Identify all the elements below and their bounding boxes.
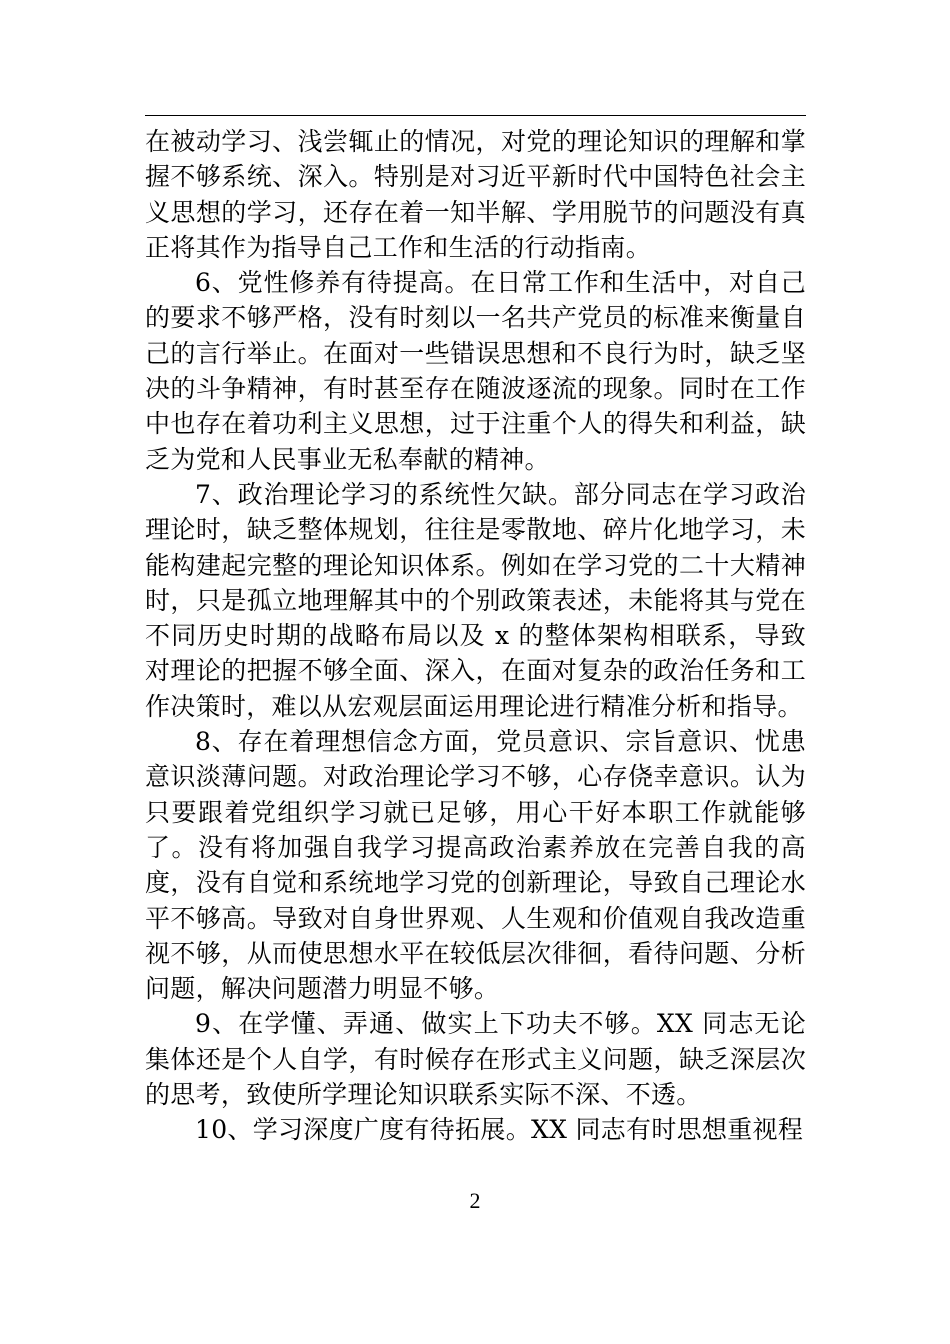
header-rule	[145, 115, 806, 116]
paragraph-continued: 在被动学习、浅尝辄止的情况，对党的理论知识的理解和掌握不够系统、深入。特别是对习近平新时代中国特色社会主义思想的学习，还存在着一知半解、学用脱节的问题没有真正将其作为指导自己工作和生活的行动指南。	[145, 127, 806, 262]
paragraph-item-7: 7、政治理论学习的系统性欠缺。部分同志在学习政治理论时，缺乏整体规划，往往是零散地、碎片化地学习，未能构建起完整的理论知识体系。例如在学习党的二十大精神时，只是孤立地理解其中的个别政策表述，未能将其与党在不同历史时期的战略布局以及 x 的整体架构相联系，导致对理论的把握不够全面、深入，在面对复杂的政治任务和工作决策时，难以从宏观层面运用理论进行精准分析和指导。	[145, 479, 806, 721]
paragraph-item-9: 9、在学懂、弄通、做实上下功夫不够。XX 同志无论集体还是个人自学，有时候存在形式主义问题，缺乏深层次的思考，致使所学理论知识联系实际不深、不透。	[145, 1009, 806, 1110]
paragraph-item-8: 8、存在着理想信念方面，党员意识、宗旨意识、忧患意识淡薄问题。对政治理论学习不够，心存侥幸意识。认为只要跟着党组织学习就已足够，用心干好本职工作就能够了。没有将加强自我学习提高政治素养放在完善自我的高度，没有自觉和系统地学习党的创新理论，导致自己理论水平不够高。导致对自身世界观、人生观和价值观自我改造重视不够，从而使思想水平在较低层次徘徊，看待问题、分析问题，解决问题潜力明显不够。	[145, 727, 806, 1004]
body-text	[145, 124, 806, 1148]
paragraph-item-10: 10、学习深度广度有待拓展。XX 同志有时思想重视程	[195, 1115, 804, 1145]
paragraph-item-6: 6、党性修养有待提高。在日常工作和生活中，对自己的要求不够严格，没有时刻以一名共产党员的标准来衡量自己的言行举止。在面对一些错误思想和不良行为时，缺乏坚决的斗争精神，有时甚至存在随波逐流的现象。同时在工作中也存在着功利主义思想，过于注重个人的得失和利益，缺乏为党和人民事业无私奉献的精神。	[145, 268, 806, 474]
page-number: 2	[469, 1188, 481, 1213]
